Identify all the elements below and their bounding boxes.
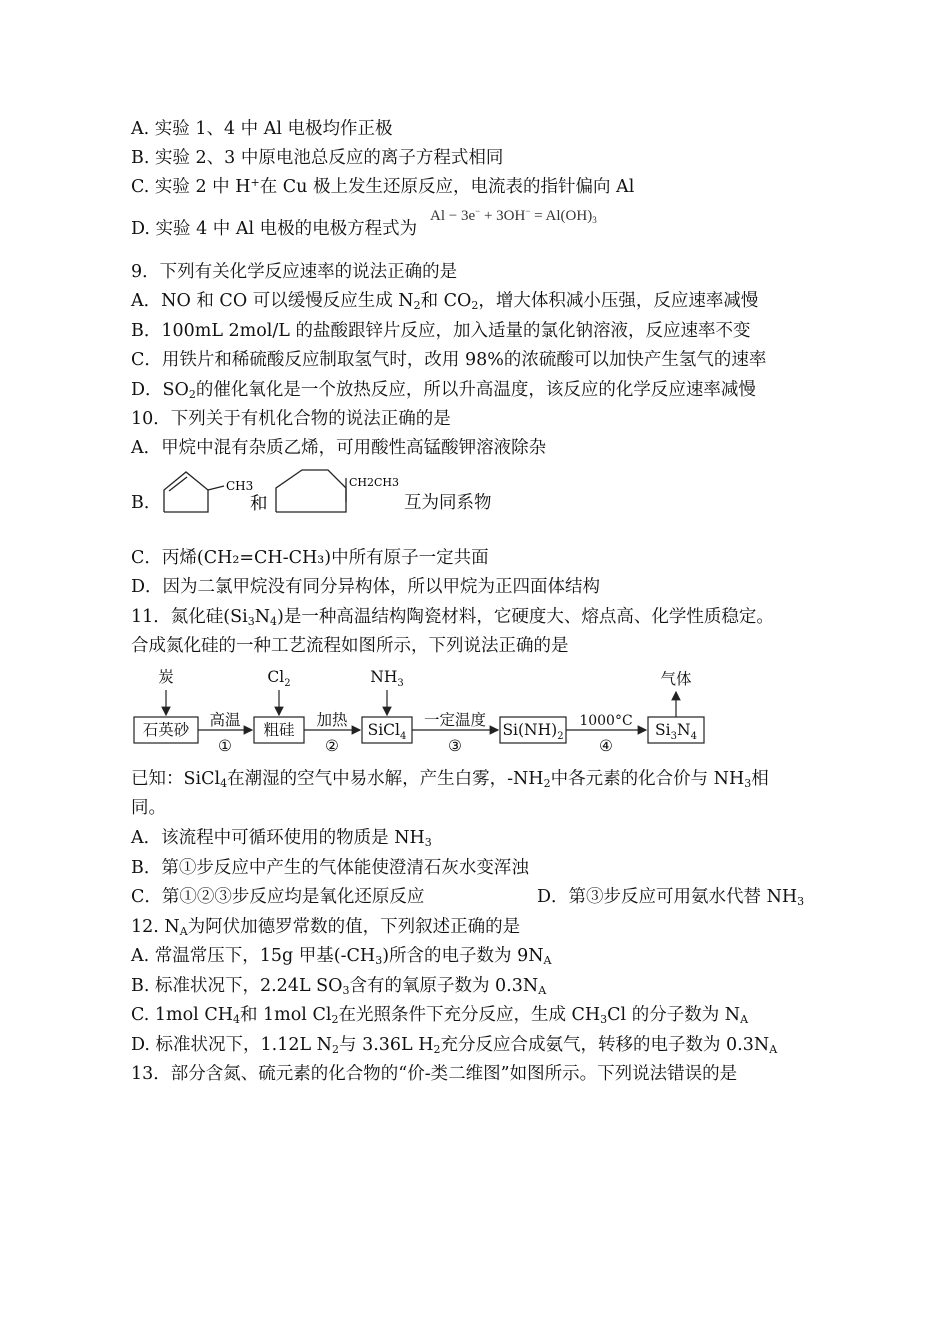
q11-option-d: D．第③步反应可用氨水代替 $NH_3$: [537, 887, 805, 908]
box-crude-silicon-label: 粗硅: [263, 721, 295, 739]
q8-option-d: D. 实验 4 中 Al 电极的电极方程式为: [131, 219, 418, 239]
q12-option-b: B. 标准状况下，2.24L $SO_3$含有的氧原子数为 $0.3N_A$: [131, 976, 547, 997]
q10-option-b-label: B．: [131, 493, 162, 513]
q11-stem-line2: 合成氮化硅的一种工艺流程如图所示，下列说法正确的是: [131, 636, 569, 656]
input-carbon-label: 炭: [158, 668, 174, 686]
input-nh3-label: $NH_3$: [370, 668, 404, 689]
and-label: 和: [250, 494, 268, 514]
q10-option-d: D．因为二氯甲烷没有同分异构体，所以甲烷为正四面体结构: [131, 577, 601, 597]
q12-option-d: D. 标准状况下，1.12L $N_2$与 3.36L $H_2$充分反应合成氨气，转移的电子数为 $0.3N_A$: [131, 1035, 778, 1056]
condition-1-label: 高温: [209, 711, 241, 729]
condition-4-label: 1000°C: [579, 713, 633, 729]
q10-option-a: A．甲烷中混有杂质乙烯，可用酸性高锰酸钾溶液除杂: [131, 438, 547, 458]
condition-2-label: 加热: [316, 711, 348, 729]
step-4-label: ④: [599, 737, 613, 754]
q11-stem-line1: 11．氮化硅$(Si_3N_4)$是一种高温结构陶瓷材料，它硬度大、熔点高、化学性质稳定。: [131, 607, 774, 628]
q12-stem: 12. $N_A$为阿伏加德罗常数的值，下列叙述正确的是: [131, 917, 521, 938]
ch2ch3-label: CH2CH3: [349, 476, 400, 489]
q8-option-d-equation: $Al - 3e^- + 3OH^- = Al(OH)_3$: [430, 206, 597, 225]
q8-option-a: A. 实验 1、4 中 Al 电极均作正极: [131, 119, 393, 139]
q13-stem: 13．部分含氮、硫元素的化合物的“价-类二维图”如图所示。下列说法错误的是: [131, 1064, 738, 1084]
q9-option-d: D．$SO_2$的催化氧化是一个放热反应，所以升高温度，该反应的化学反应速率减慢: [131, 380, 756, 401]
input-cl2-label: $Cl_2$: [267, 668, 291, 689]
condition-3-label: 一定温度: [423, 711, 487, 729]
q11-known-line1: 已知：SiCl$_4$在潮湿的空气中易水解，产生白雾，$-NH_2$中各元素的化合价与 $NH_3$相: [131, 769, 769, 790]
q9-option-a: A．NO 和 CO 可以缓慢反应生成 $N_2$和 $CO_2$，增大体积减小压强，反应速率减慢: [131, 291, 759, 312]
q10-option-b-structures: [150, 462, 420, 524]
box-sinh2-label: $Si(NH)_2$: [502, 721, 564, 742]
q11-option-a: A．该流程中可循环使用的物质是 $NH_3$: [131, 828, 432, 849]
q11-known-line2: 同。: [131, 798, 166, 818]
ch3-label: CH3: [226, 479, 254, 493]
step-3-label: ③: [448, 737, 462, 754]
q10-stem: 10．下列关于有机化合物的说法正确的是: [131, 409, 451, 429]
q12-option-c: C. 1mol $CH_4$和 1mol $Cl_2$在光照条件下充分反应，生成 $CH_3Cl$ 的分子数为 $N_A$: [131, 1005, 749, 1026]
q11-process-flow-diagram: [130, 662, 720, 754]
box-sicl4-label: SiCl$_4$: [367, 721, 407, 742]
cyclohexane-ethyl-structure: [276, 470, 346, 512]
q12-option-a: A. 常温常压下，15g 甲基$(-CH_3)$所含的电子数为 $9N_A$: [131, 946, 552, 967]
q9-stem: 9．下列有关化学反应速率的说法正确的是: [131, 262, 458, 282]
q8-option-b: B. 实验 2、3 中原电池总反应的离子方程式相同: [131, 148, 504, 168]
step-2-label: ②: [325, 737, 339, 754]
q11-option-b: B．第①步反应中产生的气体能使澄清石灰水变浑浊: [131, 858, 529, 878]
q11-option-c: C．第①②③步反应均是氧化还原反应: [131, 887, 425, 907]
q8-option-c: C. 实验 2 中 H+在 Cu 极上发生还原反应，电流表的指针偏向 Al: [131, 176, 635, 197]
cyclopentene-methyl-structure: [164, 472, 224, 512]
q10-option-c: C．丙烯(CH₂=CH-CH₃)中所有原子一定共面: [131, 548, 489, 568]
step-1-label: ①: [218, 737, 232, 754]
q9-option-b: B．100mL 2mol/L 的盐酸跟锌片反应，加入适量的氯化钠溶液，反应速率不变: [131, 321, 751, 341]
q10-option-b-tail: 互为同系物: [404, 493, 492, 513]
q9-option-c: C．用铁片和稀硫酸反应制取氢气时，改用 98%的浓硫酸可以加快产生氢气的速率: [131, 350, 767, 370]
box-si3n4-label: $Si_3N_4$: [655, 721, 697, 742]
box-quartz-label: 石英砂: [142, 721, 190, 739]
output-gas-label: 气体: [660, 670, 692, 688]
